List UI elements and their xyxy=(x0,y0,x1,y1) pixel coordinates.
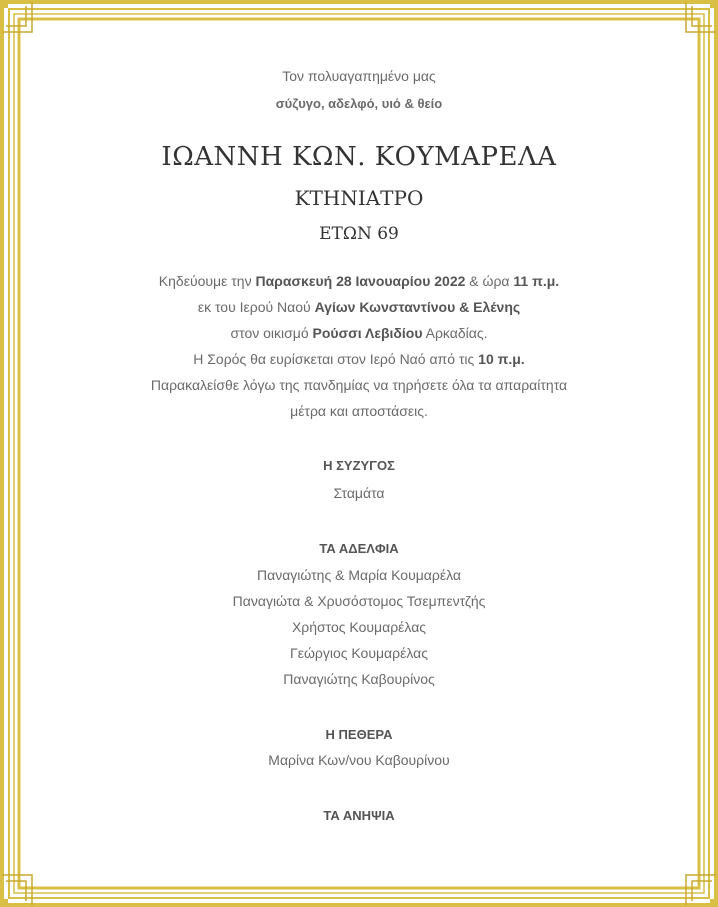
sibling-name: Γεώργιος Κουμαρέλας xyxy=(290,645,428,661)
obituary-content xyxy=(40,0,678,907)
announcement-line-2: εκ του Ιερού Ναού Αγίων Κωνσταντίνου & Ελένης xyxy=(197,299,521,315)
announcement-line-3: στον οικισμό Ρούσσι Λεβιδίου Αρκαδίας. xyxy=(230,325,488,341)
mother-in-law-name: Μαρίνα Κων/νου Καβουρίνου xyxy=(268,752,450,768)
deceased-profession: ΚΤΗΝΙΑΤΡΟ xyxy=(294,186,424,210)
announcement-line-5: Παρακαλείσθε λόγω της πανδημίας να τηρήσετε όλα τα απαραίτητα xyxy=(150,377,568,393)
announcement-line-4: Η Σορός θα ευρίσκεται στον Ιερό Ναό από τις 10 π.μ. xyxy=(193,351,525,367)
deceased-name: ΙΩΑΝΝΗ ΚΩΝ. ΚΟΥΜΑΡΕΛΑ xyxy=(161,142,557,172)
nephews-section-title: ΤΑ ΑΝΗΨΙΑ xyxy=(323,808,395,823)
announcement-line-1: Κηδεύουμε την Παρασκευή 28 Ιανουαρίου 2022 & ώρα 11 π.μ. xyxy=(158,273,560,289)
spouse-names xyxy=(40,480,678,506)
siblings-names xyxy=(40,562,678,692)
deceased-age: ΕΤΩΝ 69 xyxy=(319,224,399,244)
mother-in-law-names xyxy=(40,747,678,773)
sibling-name: Παναγιώτης Καβουρίνος xyxy=(283,671,435,687)
intro-line-2: σύζυγο, αδελφό, υιό & θείο xyxy=(275,96,443,111)
sibling-name: Παναγιώτης & Μαρία Κουμαρέλα xyxy=(257,567,461,583)
sibling-name: Παναγιώτα & Χρυσόστομος Τσεμπεντζής xyxy=(232,593,486,609)
siblings-section-title: ΤΑ ΑΔΕΛΦΙΑ xyxy=(319,541,399,556)
spouse-name: Σταμάτα xyxy=(333,485,385,501)
mother-in-law-section-title: Η ΠΕΘΕΡΑ xyxy=(325,727,393,742)
sibling-name: Χρήστος Κουμαρέλας xyxy=(291,619,427,635)
spouse-section-title: Η ΣΥΖΥΓΟΣ xyxy=(323,458,395,473)
funeral-announcement xyxy=(40,268,678,424)
announcement-line-6: μέτρα και αποστάσεις. xyxy=(290,403,428,419)
intro-line-1: Τον πολυαγαπημένο μας xyxy=(282,68,436,84)
